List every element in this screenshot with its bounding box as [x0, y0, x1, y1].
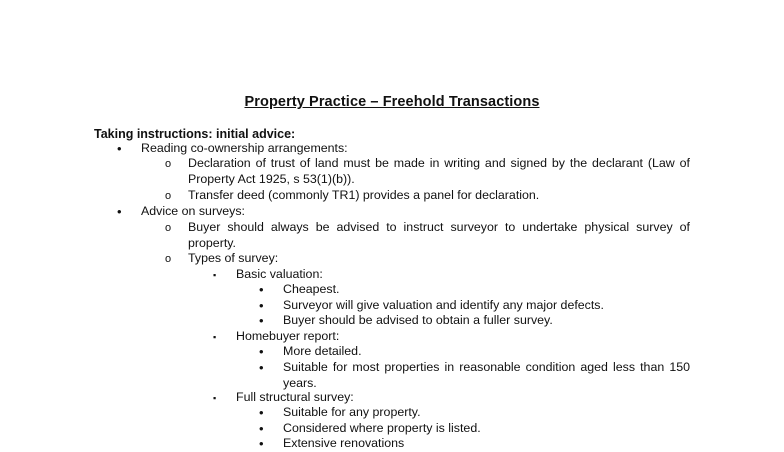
bullet-marker: • — [259, 360, 264, 375]
bullet-marker: • — [117, 141, 122, 156]
bullet-marker: • — [259, 298, 264, 313]
bullet-marker: • — [259, 405, 264, 420]
bullet-marker: o — [165, 158, 172, 170]
bullet-marker: • — [259, 313, 264, 328]
bullet-marker: • — [117, 204, 122, 219]
list-item: Buyer should always be advised to instruct surveyor to undertake physical survey of property. — [188, 220, 690, 250]
bullet-marker: o — [165, 222, 172, 234]
list-item: Transfer deed (commonly TR1) provides a panel for declaration. — [188, 188, 540, 202]
list-item: Cheapest. — [283, 282, 340, 296]
bullet-marker: ▪ — [213, 332, 217, 342]
list-item: Extensive renovations — [283, 436, 405, 450]
list-item: Homebuyer report: — [236, 329, 340, 343]
list-item: Buyer should be advised to obtain a fuller survey. — [283, 313, 553, 327]
bullet-marker: ▪ — [213, 393, 217, 403]
list-item: Basic valuation: — [236, 267, 323, 281]
list-item: Advice on surveys: — [141, 204, 245, 218]
list-item: Considered where property is listed. — [283, 421, 481, 435]
list-item: Surveyor will give valuation and identify any major defects. — [283, 298, 604, 312]
page-title: Property Practice – Freehold Transactions — [244, 94, 540, 110]
list-item: Declaration of trust of land must be made in writing and signed by the declarant (Law of Property Act 1925, s 53(1)(b)). — [188, 156, 690, 186]
bullet-marker: • — [259, 421, 264, 436]
bullet-marker: • — [259, 344, 264, 359]
bullet-marker: • — [259, 436, 264, 451]
list-item: More detailed. — [283, 344, 362, 358]
list-item: Reading co-ownership arrangements: — [141, 141, 348, 155]
list-item: Suitable for most properties in reasonable condition aged less than 150 years. — [283, 360, 690, 390]
bullet-marker: • — [259, 282, 264, 297]
bullet-marker: ▪ — [213, 270, 217, 280]
section-heading: Taking instructions: initial advice: — [94, 127, 296, 141]
bullet-marker: o — [165, 253, 172, 265]
list-item: Suitable for any property. — [283, 405, 421, 419]
bullet-marker: o — [165, 190, 172, 202]
list-item: Full structural survey: — [236, 390, 354, 404]
list-item: Types of survey: — [188, 251, 279, 265]
